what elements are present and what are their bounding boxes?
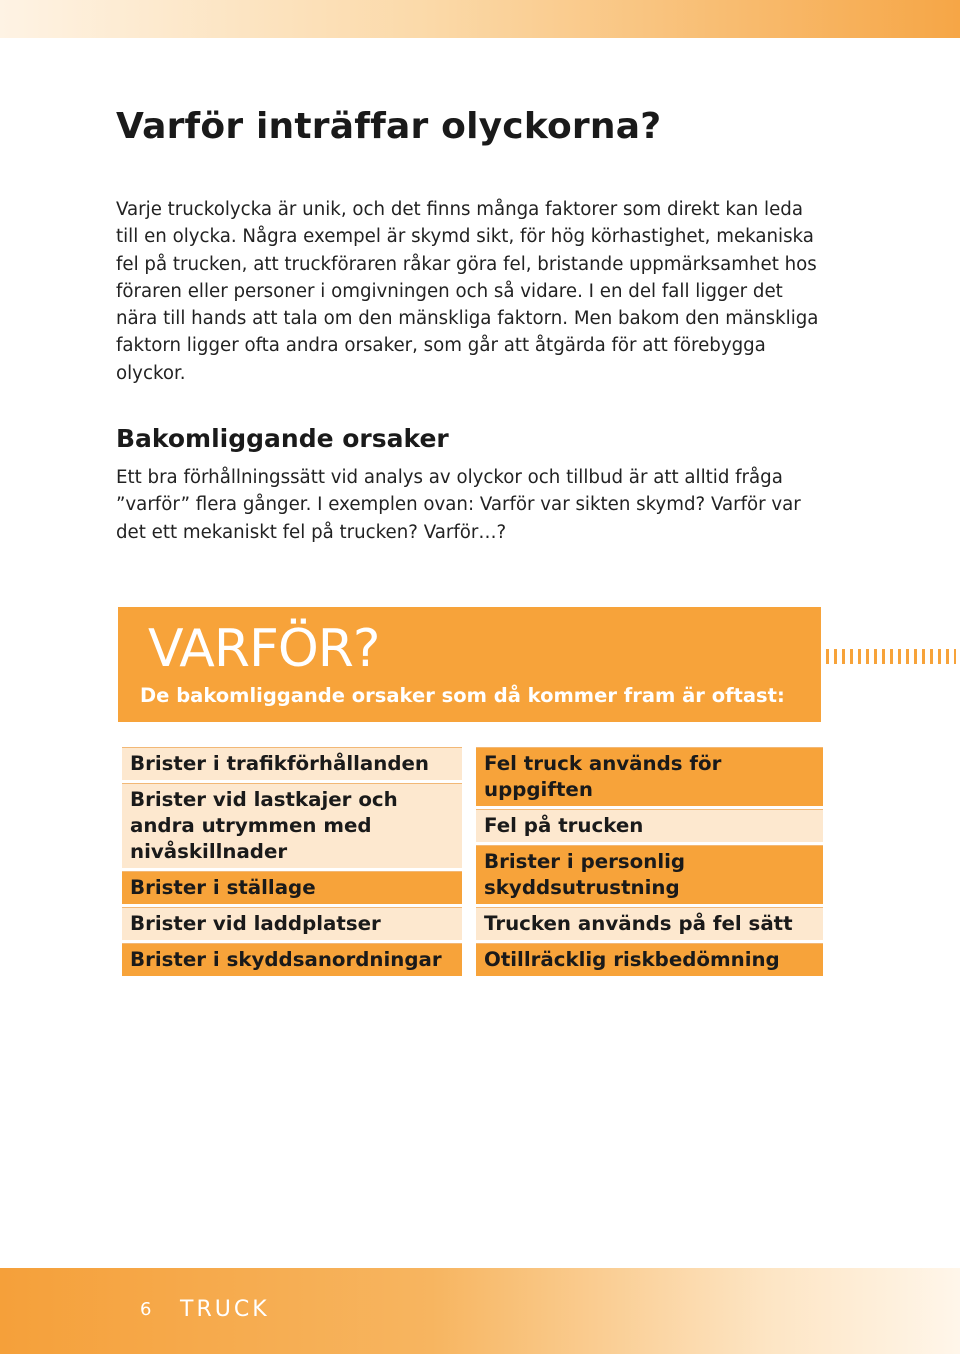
intro-paragraph: Varje truckolycka är unik, och det finns många faktorer som direkt kan leda till en olycka. Några exempel är skymd sikt, för hög körhastighet, mekaniska fel på trucken, att truckföraren råkar göra fel, bristande uppmärksamhet hos föraren eller personer i omgivningen och så vidare. I en del fall ligger det nära till hands att tala om den mänskliga faktorn. Men bakom den mänskliga faktorn ligger ofta andra orsaker, som går att åtgärda för att förebygga olyckor. (116, 199, 819, 384)
cause-item: Brister i skyddsanordningar (122, 943, 462, 976)
why-banner (118, 607, 821, 722)
cause-item: Fel på trucken (476, 809, 823, 842)
cause-item: Fel truck används för uppgiften (476, 747, 823, 806)
cause-item: Brister vid laddplatser (122, 907, 462, 940)
page-number: 6 (140, 1299, 152, 1320)
top-decorative-bar (0, 0, 960, 38)
cause-item: Otillräcklig riskbedömning (476, 943, 823, 976)
banner-subtitle: De bakomliggande orsaker som då kommer fram är oftast: (140, 684, 785, 707)
cause-item: Brister i trafikförhållanden (122, 747, 462, 780)
section-heading: Bakomliggande orsaker (116, 424, 449, 453)
causes-left-column (122, 747, 462, 979)
footer-brand: TRUCK (180, 1297, 270, 1322)
cause-item: Brister i personlig skyddsutrustning (476, 845, 823, 904)
banner-title: VARFÖR? (148, 619, 380, 679)
cause-item: Brister vid lastkajer och andra utrymmen med nivåskillnader (122, 783, 462, 868)
cause-item: Trucken används på fel sätt (476, 907, 823, 940)
cause-item: Brister i ställage (122, 871, 462, 904)
section-paragraph: Ett bra förhållningssätt vid analys av olyckor och tillbud är att alltid fråga ”varför” flera gånger. I exemplen ovan: Varför var sikten skymd? Varför var det ett mekaniskt fel på trucken? Varför…? (116, 467, 801, 543)
page-heading: Varför inträffar olyckorna? (116, 106, 662, 147)
causes-right-column (476, 747, 823, 979)
decorative-tick-marks (826, 649, 956, 664)
